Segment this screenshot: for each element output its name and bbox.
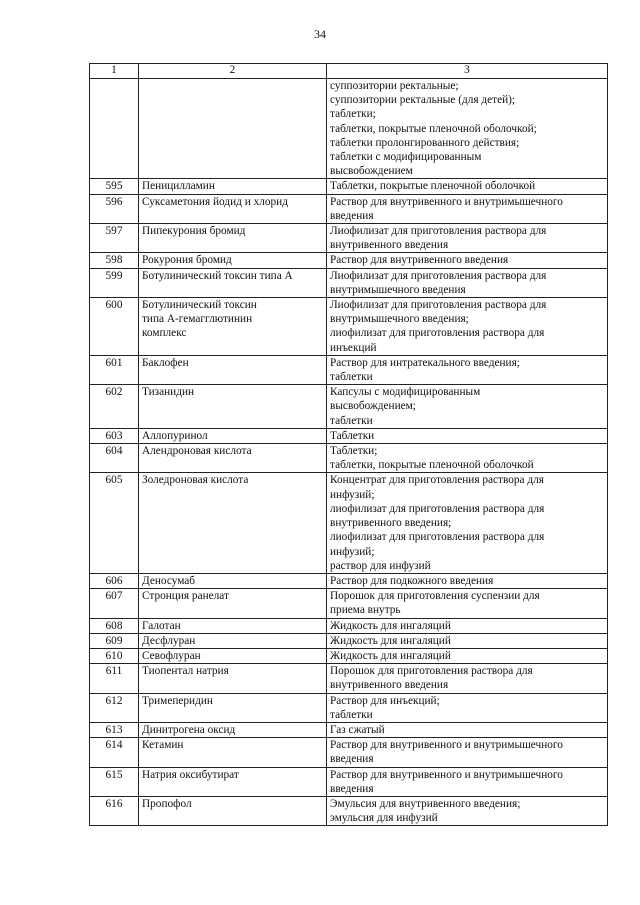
drug-name-cell	[139, 767, 327, 796]
dosage-form-line: введения	[330, 753, 374, 766]
dosage-form-line: Раствор для внутривенного введения	[330, 254, 509, 267]
dosage-form-line: таблетки, покрытые пленочной оболочкой	[330, 459, 534, 472]
table-row	[90, 444, 608, 473]
drug-name-cell	[139, 738, 327, 767]
table-row	[90, 224, 608, 253]
drug-name-cell	[139, 253, 327, 268]
dosage-form-cell	[327, 253, 608, 268]
table-row	[90, 355, 608, 384]
table-row	[90, 722, 608, 737]
dosage-form-line: таблетки	[330, 708, 373, 721]
table-row	[90, 194, 608, 223]
drug-name-line: Ботулинический токсин типа А	[142, 269, 293, 282]
row-number: 596	[90, 194, 139, 223]
drug-name-cell	[139, 179, 327, 194]
drug-name-line: Стронция ранелат	[142, 590, 229, 603]
drug-name-cell	[139, 618, 327, 633]
drug-name-line: Аллопуринол	[142, 429, 208, 442]
dosage-form-line: Капсулы с модифицированным	[330, 386, 481, 399]
drug-name-cell	[139, 473, 327, 573]
table-row	[90, 796, 608, 825]
dosage-form-line: Таблетки	[330, 429, 375, 442]
drug-name-cell	[139, 573, 327, 588]
dosage-form-line: таблетки с модифицированным	[330, 151, 482, 164]
table-row	[90, 573, 608, 588]
drug-name-line: Натрия оксибутират	[142, 768, 239, 781]
row-number: 613	[90, 722, 139, 737]
drug-name-line: комплекс	[142, 327, 187, 340]
row-number: 599	[90, 268, 139, 297]
table-row	[90, 589, 608, 618]
dosage-form-line: Газ сжатый	[330, 723, 385, 736]
dosage-form-cell	[327, 722, 608, 737]
row-number: 609	[90, 633, 139, 648]
drug-name-line: Тримеперидин	[142, 694, 213, 707]
column-header-3: 3	[327, 64, 608, 79]
dosage-form-line: Раствор для внутривенного и внутримышечного	[330, 195, 563, 208]
drug-table	[89, 63, 608, 826]
dosage-form-line: таблетки	[330, 371, 373, 384]
dosage-form-line: лиофилизат для приготовления раствора для	[330, 327, 545, 340]
drug-name-line: Тизанидин	[142, 386, 195, 399]
drug-name-cell	[139, 633, 327, 648]
table-header-row	[90, 64, 608, 79]
dosage-form-cell	[327, 268, 608, 297]
table-row	[90, 664, 608, 693]
drug-name-line: Ботулинический токсин	[142, 299, 257, 312]
drug-name-line: Золедроновая кислота	[142, 474, 249, 487]
drug-name-line: Рокурония бромид	[142, 254, 232, 267]
dosage-form-cell	[327, 473, 608, 573]
dosage-form-line: внутримышечного введения	[330, 283, 466, 296]
dosage-form-line: суппозитории ректальные (для детей);	[330, 94, 516, 107]
column-header-1: 1	[90, 64, 139, 79]
drug-name-cell	[139, 796, 327, 825]
table-row	[90, 298, 608, 356]
dosage-form-cell	[327, 385, 608, 429]
dosage-form-line: Лиофилизат для приготовления раствора для	[330, 225, 547, 238]
row-number: 616	[90, 796, 139, 825]
row-number: 611	[90, 664, 139, 693]
dosage-form-line: внутривенного введения	[330, 239, 449, 252]
row-number: 608	[90, 618, 139, 633]
dosage-form-cell	[327, 355, 608, 384]
drug-name-cell	[139, 722, 327, 737]
dosage-form-line: Раствор для внутривенного и внутримышечного	[330, 739, 563, 752]
table-row	[90, 767, 608, 796]
dosage-form-cell	[327, 618, 608, 633]
dosage-form-cell	[327, 179, 608, 194]
drug-name-line: Деносумаб	[142, 574, 196, 587]
dosage-form-line: таблетки, покрытые пленочной оболочкой;	[330, 122, 537, 135]
row-number: 601	[90, 355, 139, 384]
dosage-form-line: высвобождением	[330, 165, 413, 178]
drug-name-line: типа А-гемагглютинин	[142, 313, 253, 326]
dosage-form-cell	[327, 194, 608, 223]
dosage-form-line: Таблетки, покрытые пленочной оболочкой	[330, 180, 536, 193]
row-number: 603	[90, 428, 139, 443]
row-number: 598	[90, 253, 139, 268]
dosage-form-cell	[327, 428, 608, 443]
dosage-form-line: внутривенного введения	[330, 679, 449, 692]
drug-name-line: Динитрогена оксид	[142, 723, 236, 736]
dosage-form-cell	[327, 796, 608, 825]
dosage-form-line: введения	[330, 209, 374, 222]
drug-name-line: Пипекурония бромид	[142, 225, 246, 238]
drug-name-cell	[139, 268, 327, 297]
dosage-form-line: Эмульсия для внутривенного введения;	[330, 797, 521, 810]
row-number: 607	[90, 589, 139, 618]
dosage-form-cell	[327, 298, 608, 356]
drug-name-line: Тиопентал натрия	[142, 665, 229, 678]
row-number	[90, 79, 139, 179]
drug-name-line: Севофлуран	[142, 649, 201, 662]
dosage-form-cell	[327, 664, 608, 693]
row-number: 602	[90, 385, 139, 429]
dosage-form-line: раствор для инфузий	[330, 559, 431, 572]
dosage-form-line: высвобождением;	[330, 400, 416, 413]
dosage-form-cell	[327, 633, 608, 648]
drug-name-line: Баклофен	[142, 356, 189, 369]
table-row	[90, 385, 608, 429]
drug-name-cell	[139, 79, 327, 179]
dosage-form-cell	[327, 224, 608, 253]
dosage-form-line: Раствор для внутривенного и внутримышечного	[330, 768, 563, 781]
table-row	[90, 428, 608, 443]
dosage-form-line: Раствор для интратекального введения;	[330, 356, 520, 369]
column-header-2: 2	[139, 64, 327, 79]
table-row	[90, 738, 608, 767]
drug-name-cell	[139, 428, 327, 443]
drug-name-line: Алендроновая кислота	[142, 445, 252, 458]
drug-name-cell	[139, 194, 327, 223]
row-number: 595	[90, 179, 139, 194]
row-number: 612	[90, 693, 139, 722]
dosage-form-cell	[327, 767, 608, 796]
dosage-form-line: инъекций	[330, 341, 377, 354]
dosage-form-line: лиофилизат для приготовления раствора для	[330, 531, 545, 544]
dosage-form-line: Лиофилизат для приготовления раствора для	[330, 299, 547, 312]
drug-name-line: Суксаметония йодид и хлорид	[142, 195, 288, 208]
row-number: 605	[90, 473, 139, 573]
drug-name-line: Галотан	[142, 619, 181, 632]
drug-name-line: Пеницилламин	[142, 180, 215, 193]
dosage-form-line: Жидкость для ингаляций	[330, 619, 451, 632]
row-number: 610	[90, 648, 139, 663]
row-number: 597	[90, 224, 139, 253]
dosage-form-cell	[327, 573, 608, 588]
drug-name-cell	[139, 385, 327, 429]
drug-name-line: Десфлуран	[142, 634, 196, 647]
row-number: 604	[90, 444, 139, 473]
row-number: 600	[90, 298, 139, 356]
dosage-form-line: Таблетки;	[330, 445, 378, 458]
page-number: 34	[314, 27, 326, 41]
dosage-form-line: Раствор для подкожного введения	[330, 574, 494, 587]
table-row	[90, 253, 608, 268]
table-row	[90, 268, 608, 297]
table-row	[90, 473, 608, 573]
drug-name-cell	[139, 648, 327, 663]
dosage-form-line: эмульсия для инфузий	[330, 812, 438, 825]
drug-name-cell	[139, 589, 327, 618]
table-row	[90, 693, 608, 722]
dosage-form-line: таблетки	[330, 414, 373, 427]
dosage-form-cell	[327, 648, 608, 663]
table-row	[90, 179, 608, 194]
dosage-form-line: приема внутрь	[330, 604, 401, 617]
table-row	[90, 648, 608, 663]
table-row	[90, 633, 608, 648]
dosage-form-line: инфузий;	[330, 488, 375, 501]
drug-name-cell	[139, 444, 327, 473]
drug-name-cell	[139, 224, 327, 253]
drug-name-cell	[139, 355, 327, 384]
dosage-form-cell	[327, 589, 608, 618]
drug-name-line: Кетамин	[142, 739, 184, 752]
drug-name-cell	[139, 664, 327, 693]
dosage-form-cell	[327, 738, 608, 767]
drug-name-cell	[139, 298, 327, 356]
drug-name-cell	[139, 693, 327, 722]
table-row	[90, 79, 608, 179]
dosage-form-line: Жидкость для ингаляций	[330, 649, 451, 662]
dosage-form-line: таблетки пролонгированного действия;	[330, 136, 520, 149]
table-body	[90, 79, 608, 826]
row-number: 614	[90, 738, 139, 767]
dosage-form-line: инфузий;	[330, 545, 375, 558]
dosage-form-line: внутримышечного введения;	[330, 313, 469, 326]
dosage-form-line: введения	[330, 782, 374, 795]
dosage-form-line: Порошок для приготовления раствора для	[330, 665, 533, 678]
dosage-form-line: таблетки;	[330, 108, 376, 121]
dosage-form-line: Лиофилизат для приготовления раствора для	[330, 269, 547, 282]
dosage-form-cell	[327, 444, 608, 473]
dosage-form-line: суппозитории ректальные;	[330, 80, 459, 92]
dosage-form-line: Концентрат для приготовления раствора для	[330, 474, 544, 487]
dosage-form-cell	[327, 693, 608, 722]
row-number: 615	[90, 767, 139, 796]
dosage-form-line: лиофилизат для приготовления раствора для	[330, 502, 545, 515]
row-number: 606	[90, 573, 139, 588]
drug-name-line: Пропофол	[142, 797, 192, 810]
dosage-form-line: Раствор для инъекций;	[330, 694, 440, 707]
dosage-form-cell	[327, 79, 608, 179]
dosage-form-line: Порошок для приготовления суспензии для	[330, 590, 540, 603]
dosage-form-line: внутривенного введения;	[330, 517, 452, 530]
dosage-form-line: Жидкость для ингаляций	[330, 634, 451, 647]
table-row	[90, 618, 608, 633]
